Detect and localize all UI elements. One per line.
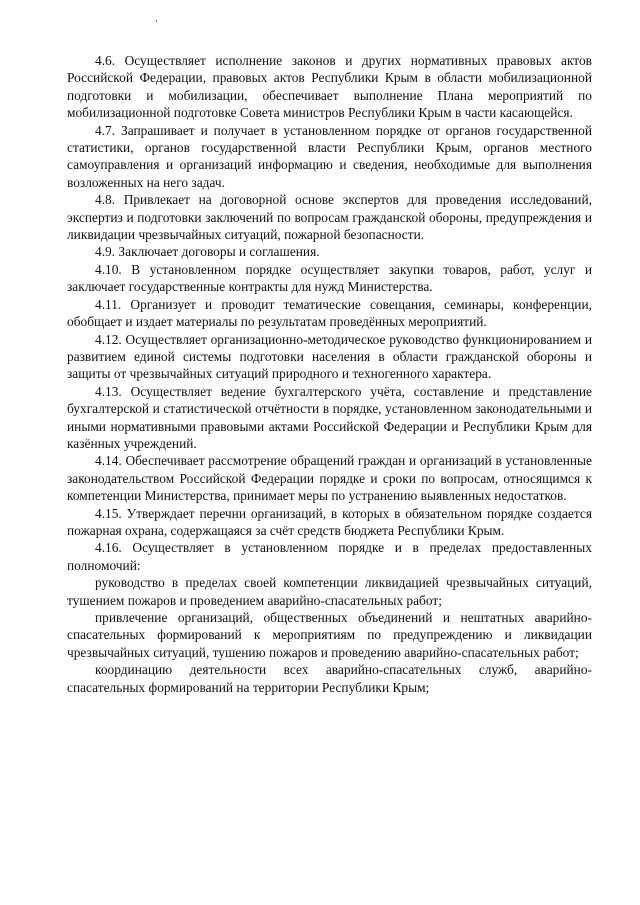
paragraph-4-7: 4.7. Запрашивает и получает в установленном порядке от органов государственной статистики, органов государственной власти Республики Крым, органов местного самоуправления и организаций информацию и сведения, необходимые для выполнения возложенных на него задач.	[67, 122, 592, 190]
paragraph-4-12: 4.12. Осуществляет организационно-методическое руководство функционированием и развитием единой системы подготовки населения в области гражданской обороны и защиты от чрезвычайных ситуаций природного и техногенного характера.	[67, 331, 592, 382]
paragraph-4-14: 4.14. Обеспечивает рассмотрение обращений граждан и организаций в установленные законодательством Российской Федерации порядке и сроки по вопросам, относящимся к компетенции Министерства, принимает меры по устранению выявленных недостатков.	[67, 453, 592, 504]
paragraph-4-16-item-1: руководство в пределах своей компетенции ликвидацией чрезвычайных ситуаций, тушением пожаров и проведением аварийно-спасательных работ;	[67, 575, 592, 608]
paragraph-4-13: 4.13. Осуществляет ведение бухгалтерского учёта, составление и представление бухгалтерской и статистической отчётности в порядке, установленном законодательными и иными нормативными правовыми актами Российской Федерации и Республики Крым для казённых учреждений.	[67, 383, 592, 451]
paragraph-4-16-item-3: координацию деятельности всех аварийно-спасательных служб, аварийно-спасательных формирований на территории Республики Крым;	[67, 662, 592, 695]
paragraph-4-16-item-2: привлечение организаций, общественных объединений и нештатных аварийно-спасательных формирований к мероприятиям по предупреждению и ликвидации чрезвычайных ситуаций, тушению пожаров и проведению аварийно-спасательных работ;	[67, 610, 592, 660]
paragraph-4-6: 4.6. Осуществляет исполнение законов и других нормативных правовых актов Российской Федерации, правовых актов Республики Крым в области мобилизационной подготовки и мобилизации, обеспечивает выполнение Плана мероприятий по мобилизационной подготовке Совета министров Республики Крым в части касающейся.	[67, 53, 592, 121]
paragraph-4-15: 4.15. Утверждает перечни организаций, в которых в обязательном порядке создается пожарная охрана, содержащаяся за счёт средств бюджета Республики Крым.	[67, 505, 592, 538]
paragraph-4-8: 4.8. Привлекает на договорной основе экспертов для проведения исследований, экспертиз и подготовки заключений по вопросам гражданской обороны, предупреждения и ликвидации чрезвычайных ситуаций, пожарной безопасности.	[67, 192, 592, 243]
paragraph-4-16: 4.16. Осуществляет в установленном порядке и в пределах предоставленных полномочий:	[67, 540, 592, 573]
paragraph-4-10: 4.10. В установленном порядке осуществляет закупки товаров, работ, услуг и заключает государственные контракты для нужд Министерства.	[67, 261, 592, 295]
scan-speck	[156, 20, 157, 22]
document-body	[67, 52, 592, 696]
paragraph-4-11: 4.11. Организует и проводит тематические совещания, семинары, конференции, обобщает и издает материалы по результатам проведённых мероприятий.	[67, 296, 592, 330]
paragraph-4-9: 4.9. Заключает договоры и соглашения.	[95, 244, 320, 260]
